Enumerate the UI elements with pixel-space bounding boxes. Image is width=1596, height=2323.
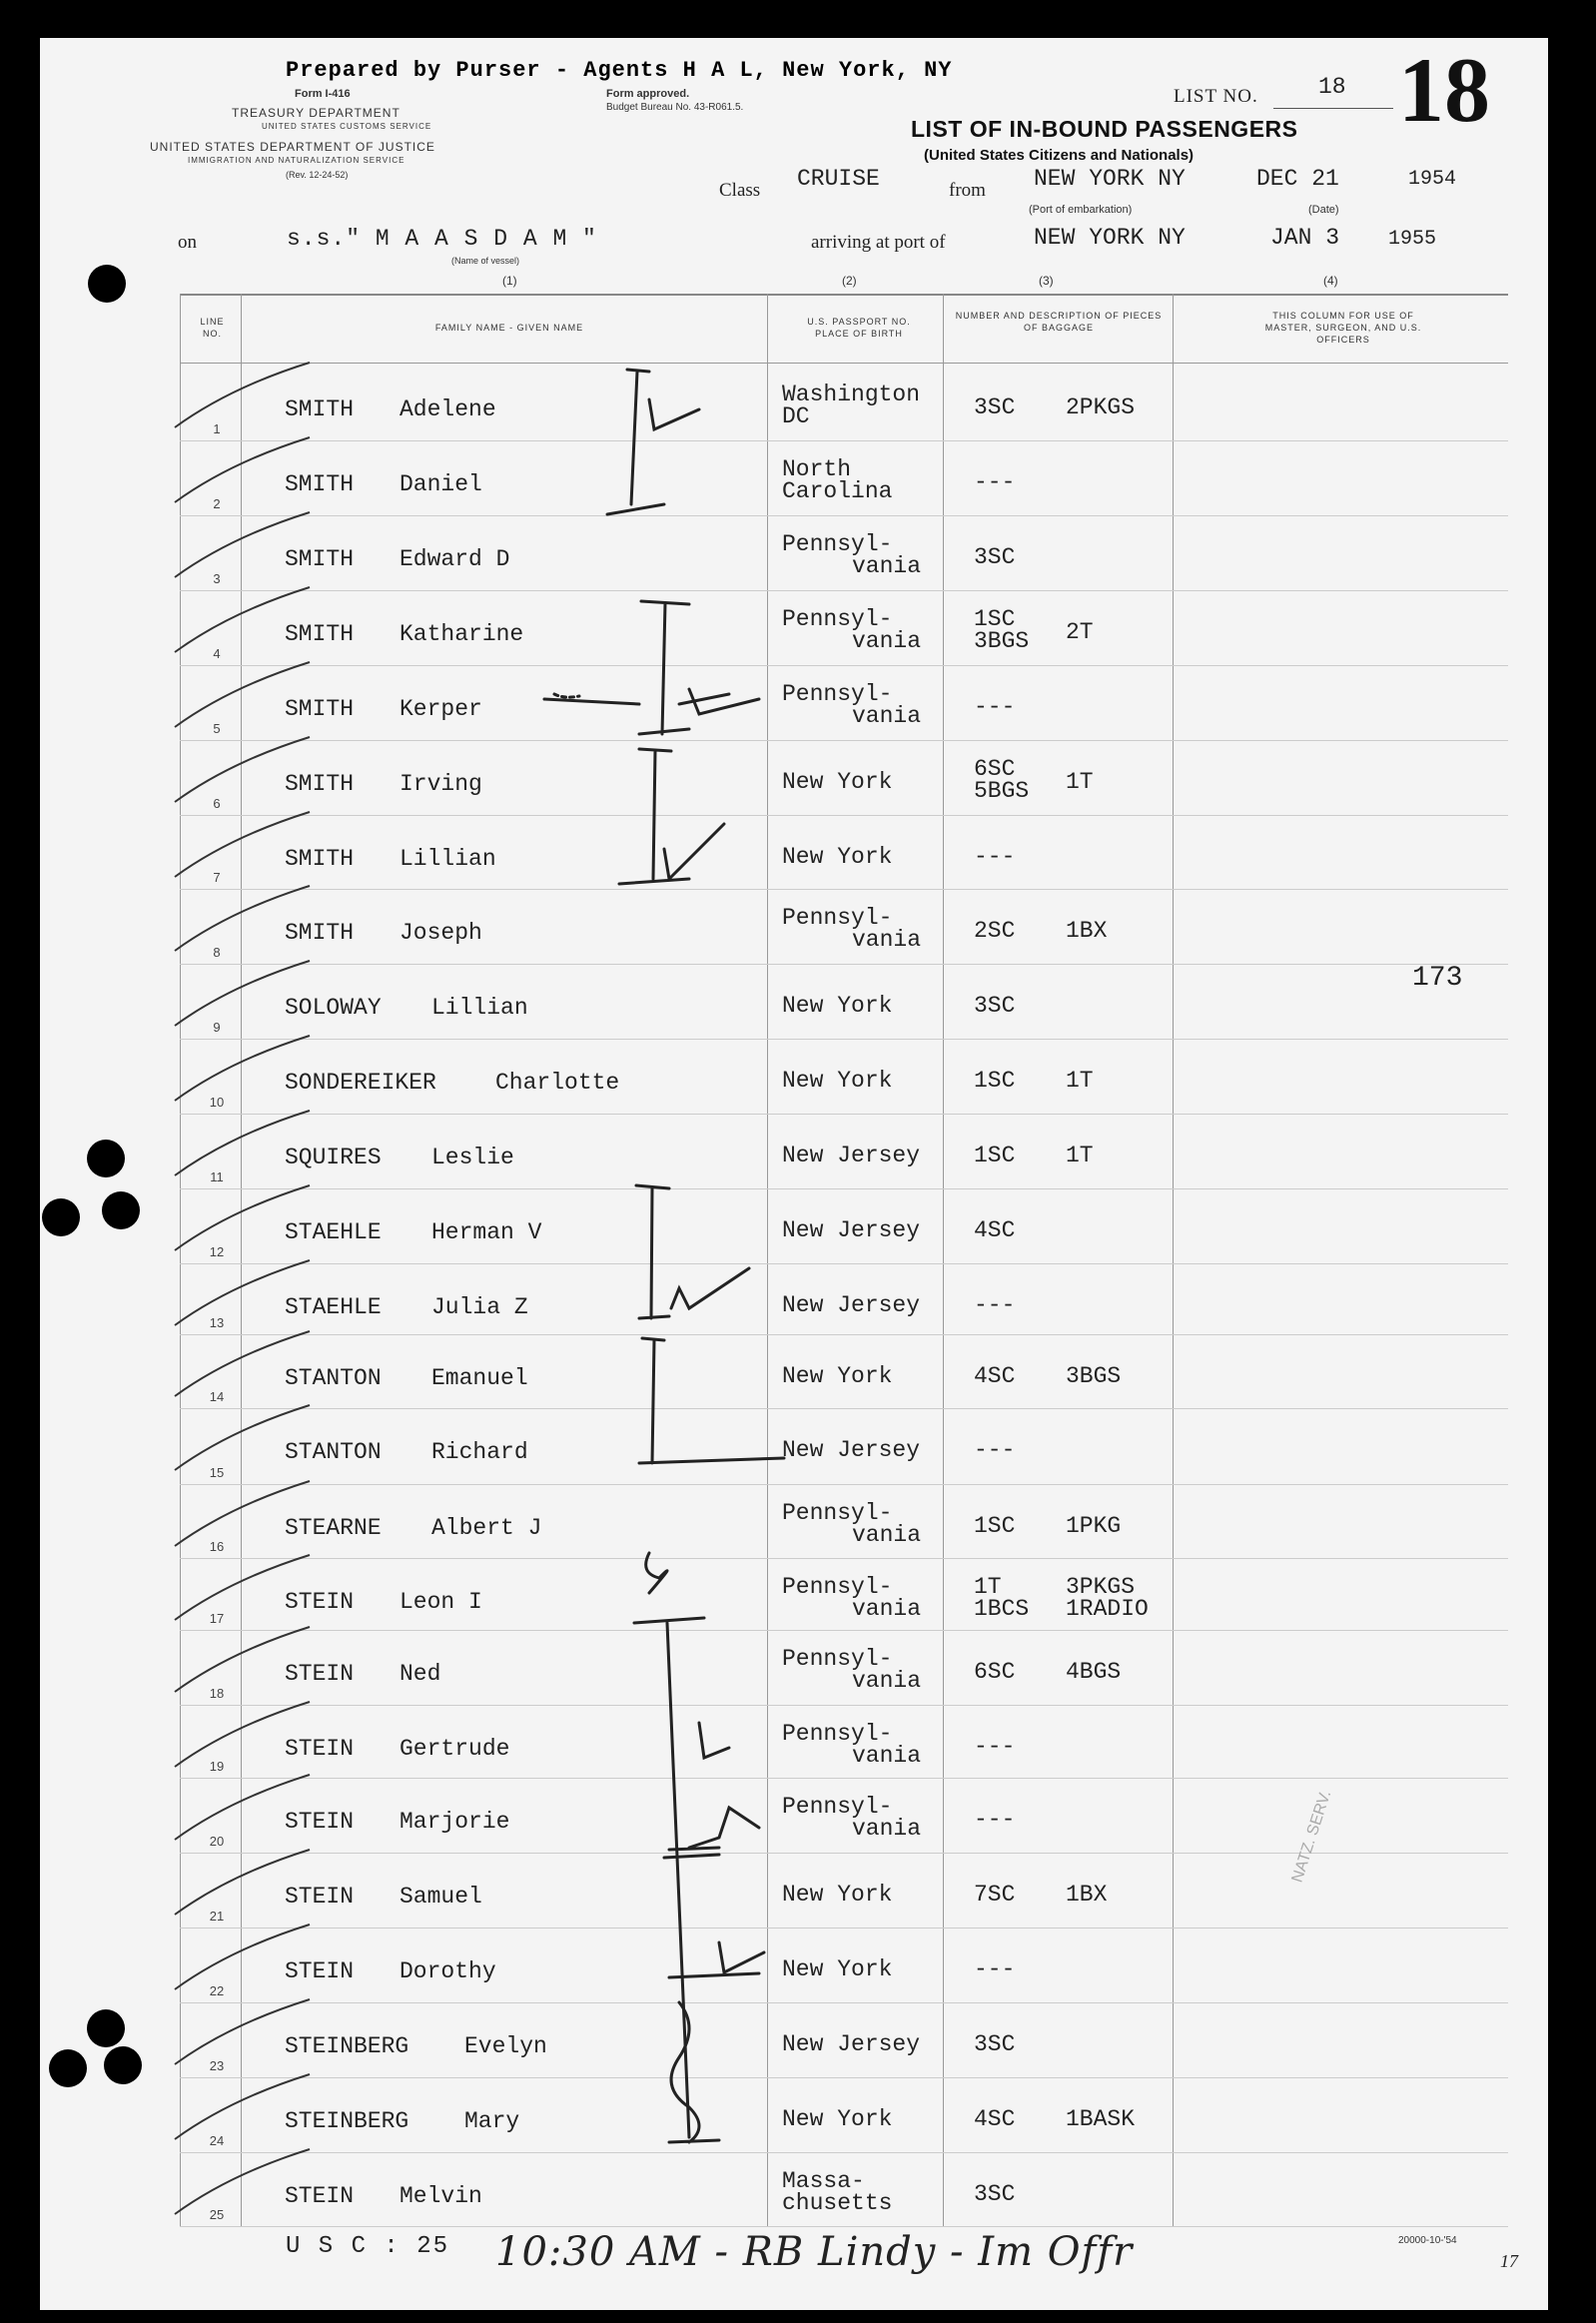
family-name: STEINBERG xyxy=(285,2108,409,2134)
prepared-by: Prepared by Purser - Agents H A L, New York, NY xyxy=(286,58,953,83)
place-line: Pennsyl- xyxy=(782,1574,893,1600)
given-name: Evelyn xyxy=(464,2033,547,2059)
baggage-line: 1RADIO xyxy=(1066,1596,1149,1622)
family-name: SMITH xyxy=(285,471,355,497)
baggage-line: 1BX xyxy=(1066,918,1108,944)
family-name: SMITH xyxy=(285,546,355,572)
place-line: New Jersey xyxy=(782,1437,921,1463)
line-number: 16 xyxy=(209,1539,225,1554)
baggage-line: 2SC xyxy=(974,918,1016,944)
family-name: STAEHLE xyxy=(285,1219,382,1245)
place-line: New York xyxy=(782,1068,893,1094)
line-number: 3 xyxy=(213,571,221,586)
given-name: Daniel xyxy=(399,471,482,497)
on-label: on xyxy=(178,232,197,253)
place-line: vania xyxy=(852,628,922,654)
given-name: Marjorie xyxy=(399,1809,510,1835)
baggage-line: 3SC xyxy=(974,544,1016,570)
baggage-line: 3PKGS xyxy=(1066,1574,1136,1600)
family-name: STEIN xyxy=(285,1661,355,1687)
col-num-1: (1) xyxy=(502,274,517,288)
baggage-line: 4SC xyxy=(974,1217,1016,1243)
ins-service: IMMIGRATION AND NATURALIZATION SERVICE xyxy=(188,156,405,165)
treasury-dept: TREASURY DEPARTMENT xyxy=(232,106,400,120)
baggage-line: 1BASK xyxy=(1066,2106,1136,2132)
date-embarkation: DEC 21 xyxy=(1256,166,1339,192)
col-num-4: (4) xyxy=(1323,274,1338,288)
place-line: New York xyxy=(782,993,893,1019)
budget-bureau: Budget Bureau No. 43-R061.5. xyxy=(606,102,744,113)
col-header-line-no: LINE NO. xyxy=(200,317,225,339)
baggage-line: 1PKG xyxy=(1066,1513,1122,1539)
baggage-line: --- xyxy=(974,1437,1016,1463)
line-number: 21 xyxy=(209,1909,225,1924)
place-line: New Jersey xyxy=(782,1217,921,1243)
given-name: Mary xyxy=(464,2108,520,2134)
justice-dept: UNITED STATES DEPARTMENT OF JUSTICE xyxy=(150,140,435,154)
line-number: 11 xyxy=(210,1169,224,1184)
given-name: Emanuel xyxy=(431,1365,528,1391)
given-name: Samuel xyxy=(399,1884,482,1910)
family-name: STEIN xyxy=(285,1884,355,1910)
given-name: Leslie xyxy=(431,1145,514,1170)
col-num-2: (2) xyxy=(842,274,857,288)
baggage-line: 1T xyxy=(974,1574,1002,1600)
col-header-name: FAMILY NAME - GIVEN NAME xyxy=(434,323,584,333)
line-number: 23 xyxy=(209,2058,225,2073)
rev-date: (Rev. 12-24-52) xyxy=(286,170,349,180)
list-no-label: LIST NO. xyxy=(1174,86,1258,107)
baggage-line: 3SC xyxy=(974,2181,1016,2207)
line-number: 22 xyxy=(209,1983,225,1998)
col-num-3: (3) xyxy=(1039,274,1054,288)
line-number: 13 xyxy=(209,1315,225,1330)
customs-service: UNITED STATES CUSTOMS SERVICE xyxy=(262,122,432,131)
naturalization-stamp: NATZ. SERV. xyxy=(1288,1788,1335,1885)
place-line: New York xyxy=(782,1956,893,1982)
place-line: New Jersey xyxy=(782,1143,921,1168)
officer-note: 173 xyxy=(1412,963,1463,994)
from-label: from xyxy=(949,180,986,201)
baggage-line: 3SC xyxy=(974,2031,1016,2057)
family-name: STEIN xyxy=(285,1809,355,1835)
baggage-line: --- xyxy=(974,1292,1016,1318)
given-name: Albert J xyxy=(431,1515,542,1541)
port-arrival: NEW YORK NY xyxy=(1034,225,1186,251)
baggage-line: 3BGS xyxy=(1066,1363,1122,1389)
place-line: vania xyxy=(852,1522,922,1548)
baggage-line: 1SC xyxy=(974,606,1016,632)
list-no-stamped: 18 xyxy=(1398,39,1490,141)
place-line: vania xyxy=(852,927,922,953)
place-line: North xyxy=(782,456,852,482)
line-number: 4 xyxy=(213,646,221,661)
place-line: New York xyxy=(782,844,893,870)
place-line: Pennsyl- xyxy=(782,531,893,557)
given-name: Richard xyxy=(431,1439,528,1465)
baggage-line: --- xyxy=(974,844,1016,870)
date-note: (Date) xyxy=(1308,204,1339,216)
baggage-line: 4BGS xyxy=(1066,1659,1122,1685)
baggage-line: 6SC xyxy=(974,1659,1016,1685)
baggage-line: --- xyxy=(974,1734,1016,1760)
baggage-line: 1SC xyxy=(974,1513,1016,1539)
given-name: Edward D xyxy=(399,546,510,572)
line-number: 19 xyxy=(209,1759,225,1774)
family-name: SONDEREIKER xyxy=(285,1070,436,1096)
baggage-line: 1SC xyxy=(974,1068,1016,1094)
given-name: Irving xyxy=(399,771,482,797)
given-name: Joseph xyxy=(399,920,482,946)
line-number: 25 xyxy=(209,2207,225,2222)
family-name: SMITH xyxy=(285,771,355,797)
line-number: 7 xyxy=(213,870,221,885)
line-number: 9 xyxy=(213,1020,221,1035)
place-line: Pennsyl- xyxy=(782,905,893,931)
class-label: Class xyxy=(719,180,761,201)
place-line: Pennsyl- xyxy=(782,681,893,707)
baggage-line: 1T xyxy=(1066,769,1094,795)
given-name: Melvin xyxy=(399,2183,482,2209)
place-line: Pennsyl- xyxy=(782,606,893,632)
place-line: New York xyxy=(782,1363,893,1389)
form-id: Form I-416 xyxy=(295,88,351,100)
baggage-line: 1SC xyxy=(974,1143,1016,1168)
family-name: STEARNE xyxy=(285,1515,382,1541)
baggage-line: 2T xyxy=(1066,619,1094,645)
given-name: Adelene xyxy=(399,396,496,422)
usc-count: U S C : 25 xyxy=(286,2233,450,2260)
family-name: SMITH xyxy=(285,920,355,946)
place-line: Carolina xyxy=(782,478,893,504)
place-line: vania xyxy=(852,1743,922,1769)
list-subtitle: (United States Citizens and Nationals) xyxy=(924,147,1195,164)
baggage-line: --- xyxy=(974,1807,1016,1833)
baggage-line: 4SC xyxy=(974,1363,1016,1389)
line-number: 8 xyxy=(213,945,221,960)
corner-mark: 17 xyxy=(1500,2251,1518,2271)
class-value: CRUISE xyxy=(797,166,880,192)
line-number: 17 xyxy=(209,1611,225,1626)
baggage-line: --- xyxy=(974,694,1016,720)
line-number: 5 xyxy=(213,721,221,736)
line-number: 1 xyxy=(213,421,221,436)
given-name: Gertrude xyxy=(399,1736,510,1762)
baggage-line: 5BGS xyxy=(974,778,1030,804)
baggage-line: 3SC xyxy=(974,993,1016,1019)
family-name: STEINBERG xyxy=(285,2033,409,2059)
handwritten-note: 10:30 AM - RB Lindy - Im Offr xyxy=(495,2229,1134,2275)
place-line: New York xyxy=(782,769,893,795)
baggage-line: 3SC xyxy=(974,394,1016,420)
family-name: SMITH xyxy=(285,396,355,422)
baggage-line: 1T xyxy=(1066,1068,1094,1094)
col-header-passport: U.S. PASSPORT NO. PLACE OF BIRTH xyxy=(807,317,911,339)
place-line: vania xyxy=(852,1596,922,1622)
given-name: Herman V xyxy=(431,1219,542,1245)
family-name: SMITH xyxy=(285,621,355,647)
baggage-line: 1BCS xyxy=(974,1596,1030,1622)
place-line: Pennsyl- xyxy=(782,1721,893,1747)
line-number: 14 xyxy=(209,1389,225,1404)
family-name: STEIN xyxy=(285,2183,355,2209)
col-header-officers: THIS COLUMN FOR USE OF MASTER, SURGEON, AND U.S. OFFICERS xyxy=(1264,311,1422,345)
place-line: Pennsyl- xyxy=(782,1646,893,1672)
vessel-name: s.s." M A A S D A M " xyxy=(287,226,597,252)
baggage-line: 7SC xyxy=(974,1882,1016,1908)
col-header-baggage: NUMBER AND DESCRIPTION OF PIECES OF BAGGAGE xyxy=(955,311,1163,333)
place-line: Pennsyl- xyxy=(782,1500,893,1526)
place-line: vania xyxy=(852,703,922,729)
line-number: 20 xyxy=(209,1834,225,1849)
baggage-line: 4SC xyxy=(974,2106,1016,2132)
place-line: New York xyxy=(782,1882,893,1908)
given-name: Kerper xyxy=(399,696,482,722)
vessel-note: (Name of vessel) xyxy=(451,256,520,266)
given-name: Lillian xyxy=(431,995,528,1021)
date-arrival: JAN 3 xyxy=(1270,225,1340,251)
given-name: Julia Z xyxy=(431,1294,528,1320)
port-embarkation: NEW YORK NY xyxy=(1034,166,1186,192)
form-approved: Form approved. xyxy=(606,88,690,100)
baggage-line: --- xyxy=(974,469,1016,495)
place-line: New Jersey xyxy=(782,2031,921,2057)
place-line: Massa- xyxy=(782,2168,865,2194)
line-number: 15 xyxy=(209,1465,225,1480)
given-name: Leon I xyxy=(399,1589,482,1615)
family-name: SQUIRES xyxy=(285,1145,382,1170)
family-name: STAEHLE xyxy=(285,1294,382,1320)
place-line: vania xyxy=(852,1668,922,1694)
line-number: 10 xyxy=(209,1095,225,1110)
port-embarkation-note: (Port of embarkation) xyxy=(1029,204,1133,216)
place-line: Pennsyl- xyxy=(782,1794,893,1820)
print-code: 20000-10-'54 xyxy=(1398,2235,1457,2246)
place-line: chusetts xyxy=(782,2190,893,2216)
family-name: STEIN xyxy=(285,1589,355,1615)
baggage-line: 2PKGS xyxy=(1066,394,1136,420)
list-title: LIST OF IN-BOUND PASSENGERS xyxy=(911,116,1298,142)
line-number: 24 xyxy=(209,2133,225,2148)
baggage-line: 3BGS xyxy=(974,628,1030,654)
place-line: vania xyxy=(852,1816,922,1842)
place-line: New Jersey xyxy=(782,1292,921,1318)
family-name: SMITH xyxy=(285,696,355,722)
family-name: SMITH xyxy=(285,846,355,872)
family-name: STEIN xyxy=(285,1958,355,1984)
given-name: Dorothy xyxy=(399,1958,496,1984)
given-name: Katharine xyxy=(399,621,524,647)
family-name: STEIN xyxy=(285,1736,355,1762)
baggage-line: --- xyxy=(974,1956,1016,1982)
arriving-label: arriving at port of xyxy=(811,232,946,253)
family-name: SOLOWAY xyxy=(285,995,382,1021)
place-line: vania xyxy=(852,553,922,579)
place-line: DC xyxy=(782,403,810,429)
family-name: STANTON xyxy=(285,1439,382,1465)
year-arrival: 1955 xyxy=(1388,228,1437,251)
year-embarkation: 1954 xyxy=(1408,168,1457,191)
given-name: Charlotte xyxy=(495,1070,620,1096)
line-number: 18 xyxy=(209,1686,225,1701)
place-line: Washington xyxy=(782,382,921,407)
family-name: STANTON xyxy=(285,1365,382,1391)
place-line: New York xyxy=(782,2106,893,2132)
given-name: Lillian xyxy=(399,846,496,872)
baggage-line: 1T xyxy=(1066,1143,1094,1168)
line-number: 6 xyxy=(213,796,221,811)
baggage-line: 1BX xyxy=(1066,1882,1108,1908)
list-no-typed: 18 xyxy=(1318,74,1346,100)
given-name: Ned xyxy=(399,1661,441,1687)
baggage-line: 6SC xyxy=(974,756,1016,782)
line-number: 2 xyxy=(213,496,221,511)
line-number: 12 xyxy=(209,1244,225,1259)
